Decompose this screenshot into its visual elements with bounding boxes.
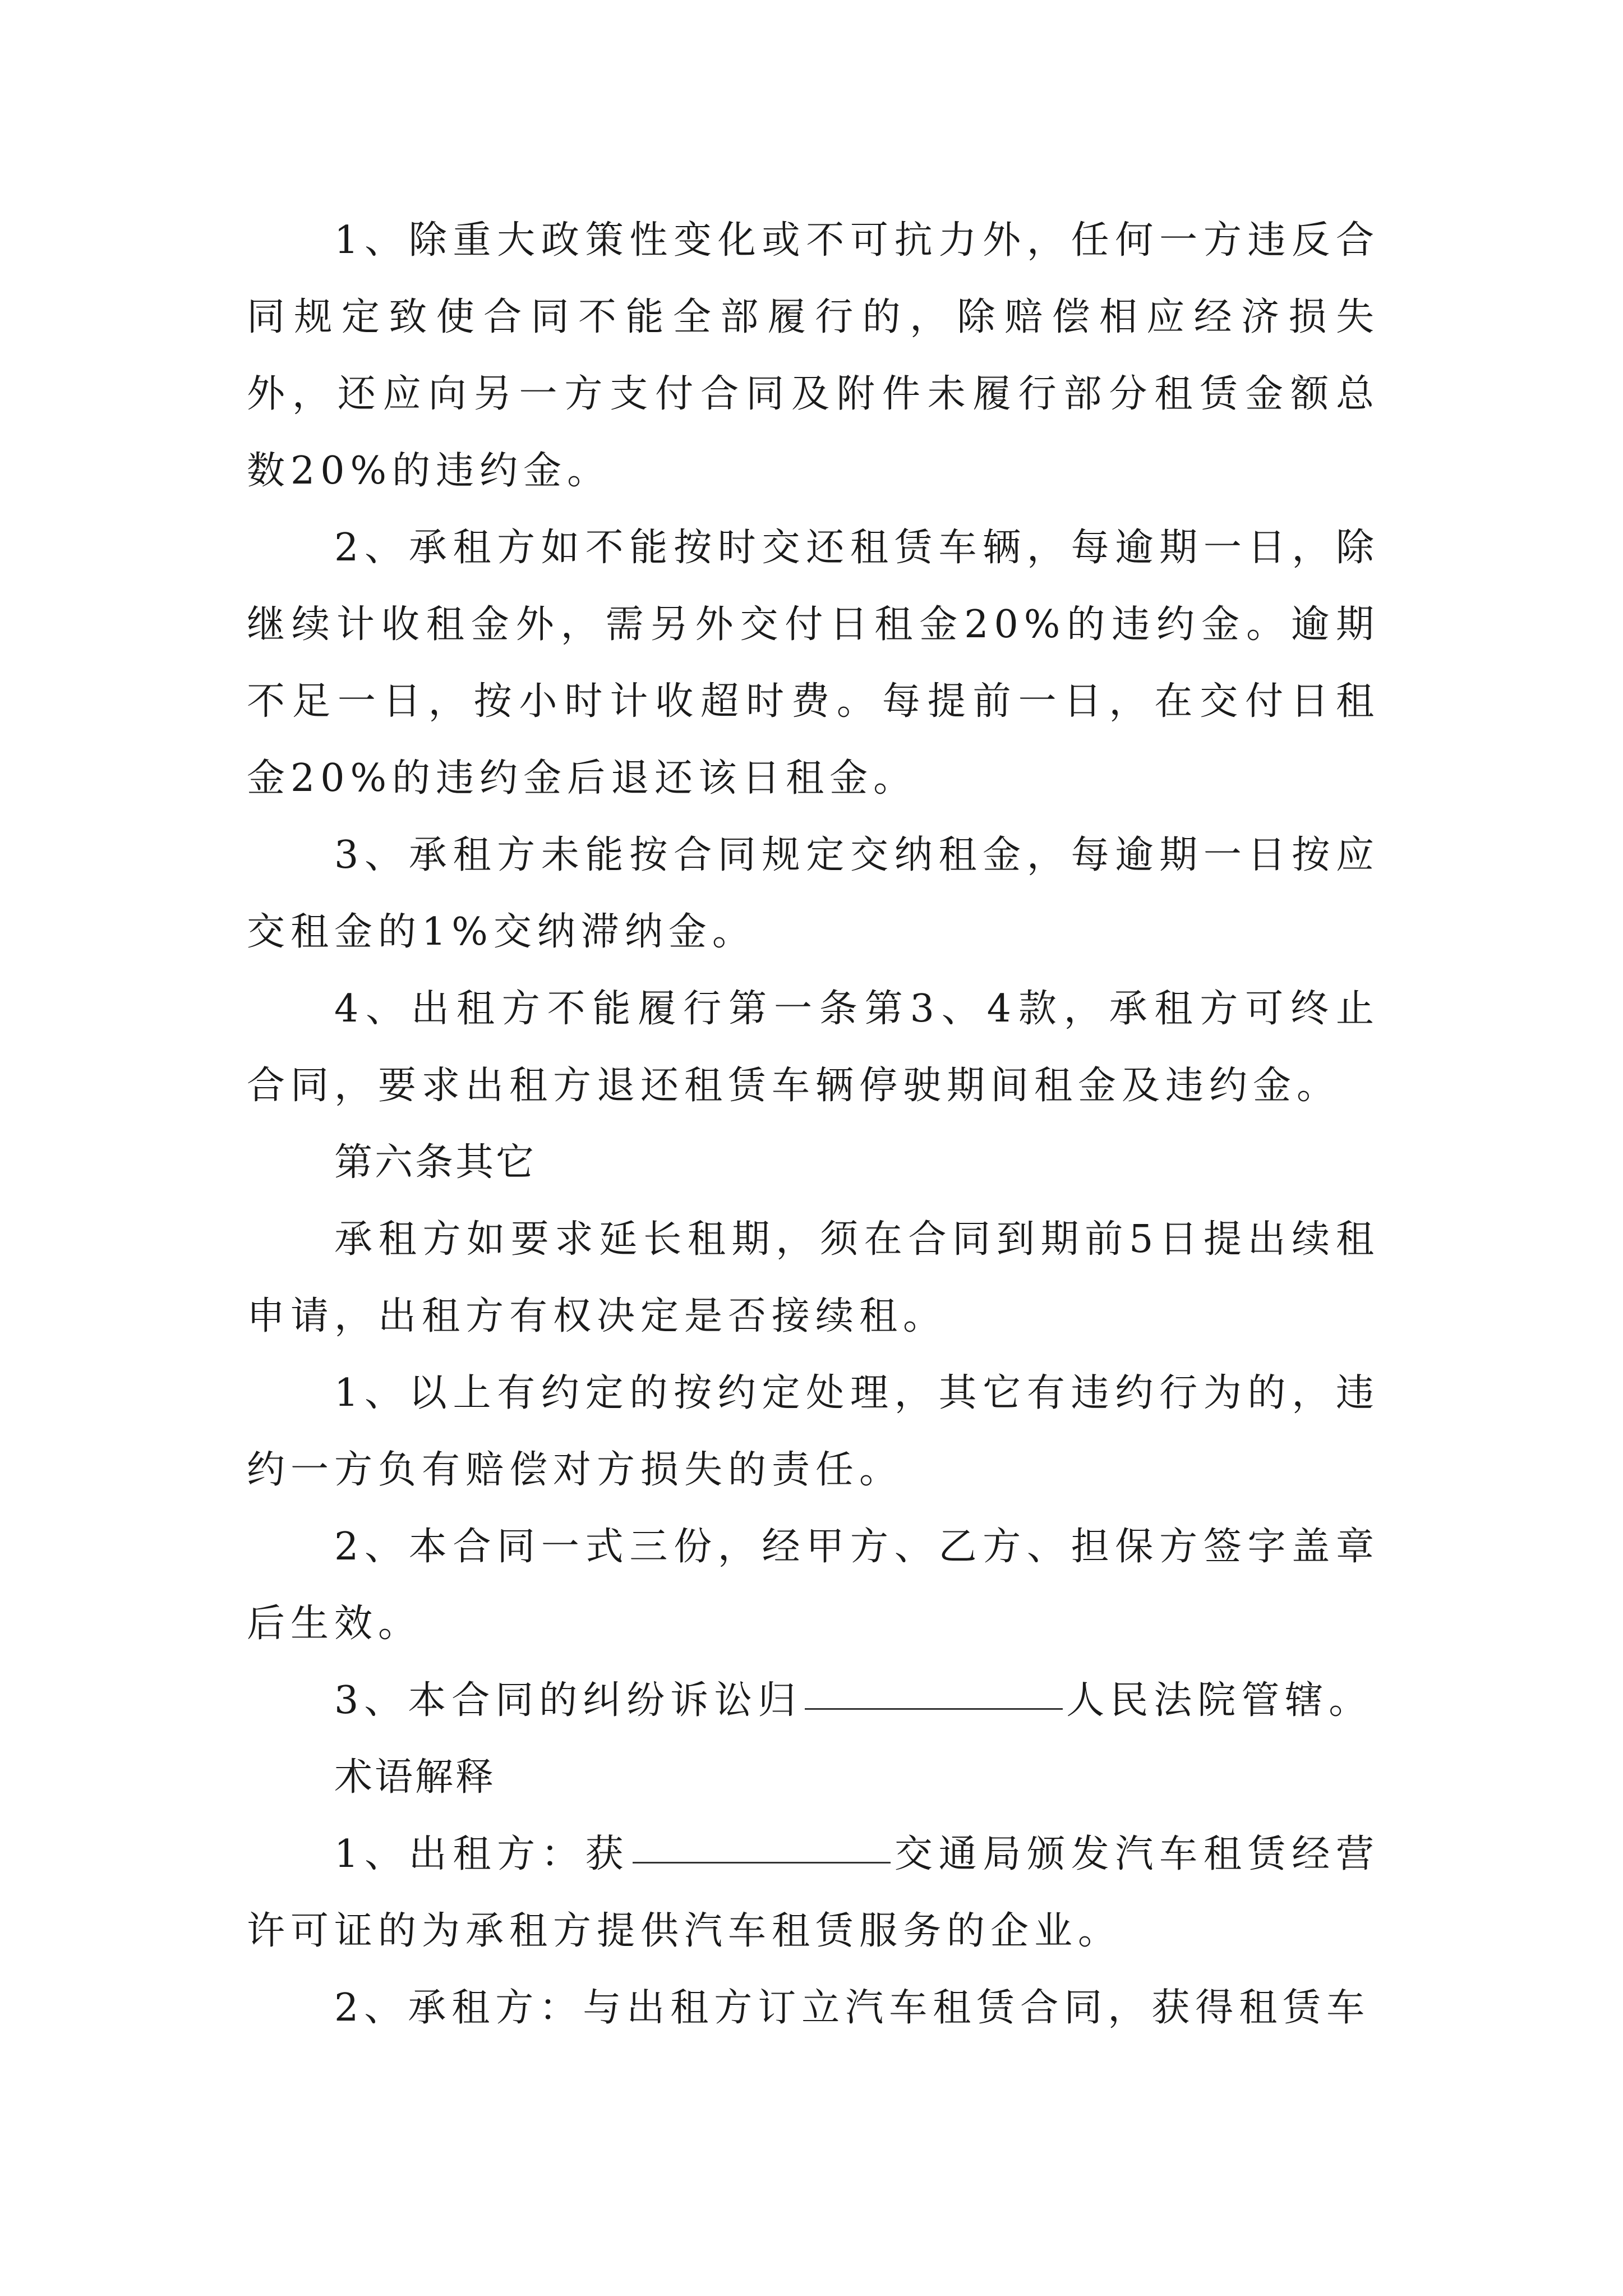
terms-title: 术语解释 <box>334 1755 496 1800</box>
authority-name-blank <box>633 1861 891 1864</box>
term-1-before: 1、出租方：获 <box>334 1832 630 1876</box>
court-clause-after: 人民法院管辖。 <box>1066 1678 1373 1723</box>
court-name-blank <box>805 1708 1063 1710</box>
document-body <box>247 202 1380 2046</box>
court-clause-before: 3、本合同的纠纷诉讼归 <box>334 1678 802 1723</box>
clause-4-paragraph: 4、出租方不能履行第一条第3、4款，承租方可终止合同，要求出租方退还租赁车辆停驶期间租金及违约金。 <box>247 987 1380 1108</box>
clause-1-paragraph: 1、除重大政策性变化或不可抗力外，任何一方违反合同规定致使合同不能全部履行的，除赔偿相应经济损失外，还应向另一方支付合同及附件未履行部分租赁金额总数20%的违约金。 <box>247 218 1380 493</box>
clause-3-paragraph: 3、承租方未能按合同规定交纳租金，每逾期一日按应交租金的1%交纳滞纳金。 <box>247 833 1380 954</box>
term-1-paragraph <box>247 1816 1380 1970</box>
term-2-paragraph: 2、承租方：与出租方订立汽车租赁合同，获得租赁车 <box>334 1986 1371 2030</box>
other-clause-2-paragraph: 2、本合同一式三份，经甲方、乙方、担保方签字盖章后生效。 <box>247 1525 1380 1646</box>
court-clause-paragraph <box>247 1662 1380 1739</box>
other-clause-1-paragraph: 1、以上有约定的按约定处理，其它有违约行为的，违约一方负有赔偿对方损失的责任。 <box>247 1371 1380 1492</box>
clause-2-paragraph: 2、承租方如不能按时交还租赁车辆，每逾期一日，除继续计收租金外，需另外交付日租金20%的违约金。逾期不足一日，按小时计收超时费。每提前一日，在交付日租金20%的违约金后退还该日租金。 <box>247 526 1380 800</box>
renewal-paragraph: 承租方如要求延长租期，须在合同到期前5日提出续租申请，出租方有权决定是否接续租。 <box>247 1217 1380 1338</box>
section-6-title: 第六条其它 <box>334 1140 537 1185</box>
term-1-after: 交通局颁发汽车租赁经营许可证的为承租方提供汽车租赁服务的企业。 <box>247 1832 1380 1953</box>
